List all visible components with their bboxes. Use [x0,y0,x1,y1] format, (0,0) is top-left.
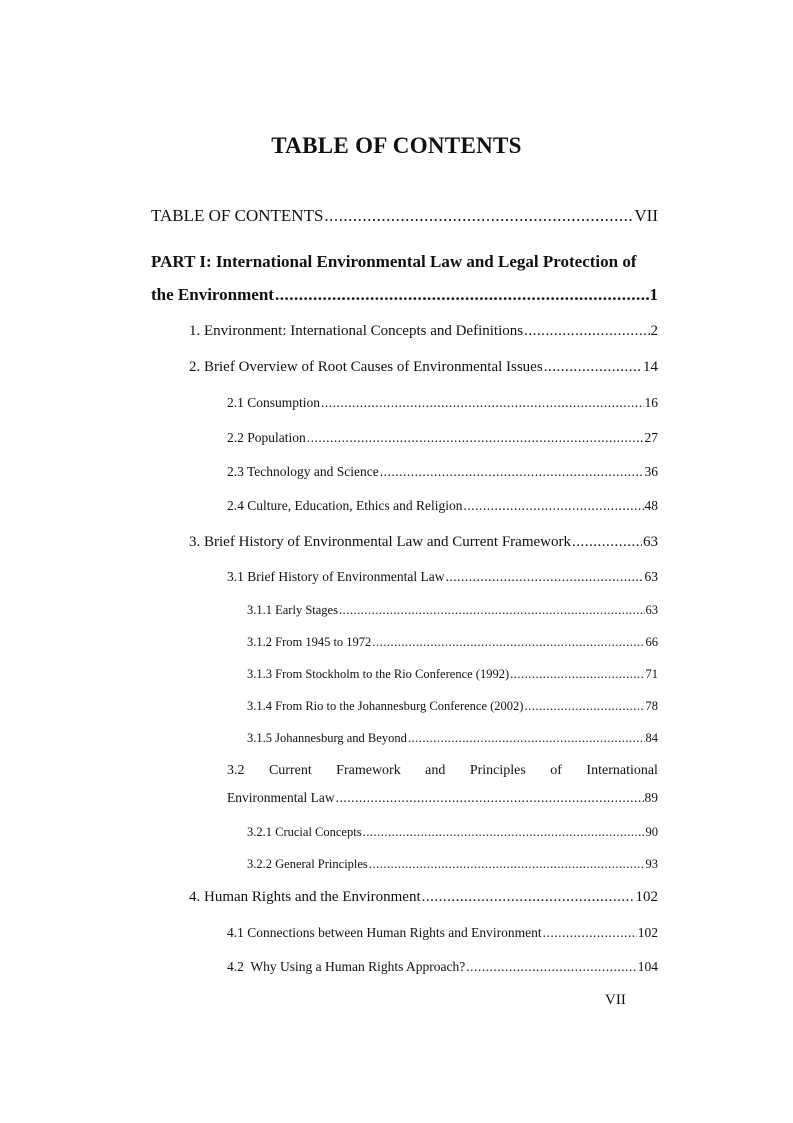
toc-page-number: 14 [643,359,658,375]
toc-entry-3-2[interactable] [227,790,658,806]
toc-entry-3-1-2[interactable] [247,635,658,650]
toc-page-number: 63 [644,569,658,584]
leader-dots [275,285,649,305]
toc-label: 3.2.2 General Principles [247,857,368,871]
toc-page-number: 89 [644,790,658,805]
toc-page-number: 36 [644,464,658,479]
leader-dots [510,667,644,682]
leader-dots [363,825,645,840]
toc-entry-3-1-3[interactable] [247,667,658,682]
toc-label: 3.1.1 Early Stages [247,603,338,617]
toc-entry-4[interactable] [189,889,658,906]
toc-entry-3-1[interactable] [227,569,658,585]
toc-label: 2.3 Technology and Science [227,464,379,479]
leader-dots [307,430,644,446]
toc-entry-3-1-4[interactable] [247,699,658,714]
toc-page-number: 90 [645,825,658,839]
toc-label: 3. Brief History of Environmental Law and Current Framework [189,534,571,550]
toc-word: of [550,763,562,778]
toc-entry-part1[interactable] [151,285,658,305]
toc-label: 4. Human Rights and the Environment [189,889,421,905]
toc-page-number: 27 [644,430,658,445]
toc-label: 4.1 Connections between Human Rights and Environment [227,925,542,940]
toc-page-number: 48 [644,498,658,513]
leader-dots [380,464,644,480]
toc-label: 4.2 Why Using a Human Rights Approach? [227,959,466,974]
toc-page-number: 16 [644,395,658,410]
toc-label: 3.1.4 From Rio to the Johannesburg Conference (2002) [247,699,524,713]
toc-label: TABLE OF CONTENTS [151,206,324,225]
toc-entry-table-of-contents[interactable] [151,206,658,226]
toc-entry-2-4[interactable] [227,498,658,514]
toc-entry-3-1-1[interactable] [247,603,658,618]
leader-dots [321,395,643,411]
toc-entry-2-2[interactable] [227,430,658,446]
toc-page-number: 63 [643,534,658,550]
toc-word: 3.2 [227,763,245,778]
toc-page-number: 102 [637,925,658,940]
leader-dots [572,534,642,551]
leader-dots [463,498,643,514]
toc-label: 3.2.1 Crucial Concepts [247,825,362,839]
leader-dots [544,359,642,376]
leader-dots [408,731,645,746]
toc-page-number: 63 [645,603,658,617]
toc-page-number: 104 [637,959,658,974]
leader-dots [369,857,645,872]
toc-label: 1. Environment: International Concepts and Definitions [189,323,524,339]
toc-entry-1[interactable] [189,323,658,340]
toc-label: Environmental Law [227,790,335,805]
toc-page-number: 66 [645,635,658,649]
leader-dots [543,925,637,941]
toc-entry-3-2-2[interactable] [247,857,658,872]
toc-page-number: 78 [645,699,658,713]
toc-page-number: 102 [635,889,658,905]
toc-part1-line1[interactable]: PART I: International Environmental Law and Legal Protection of [151,252,637,271]
leader-dots [524,699,644,714]
leader-dots [524,323,649,340]
toc-label: 2. Brief Overview of Root Causes of Environmental Issues [189,359,543,375]
leader-dots [372,635,644,650]
leader-dots [324,206,633,226]
toc-entry-3-2-1[interactable] [247,825,658,840]
toc-label: 3.1.2 From 1945 to 1972 [247,635,372,649]
toc-entry-2-3[interactable] [227,464,658,480]
leader-dots [466,959,637,975]
toc-label: 2.1 Consumption [227,395,321,410]
page-number-footer: VII [605,992,626,1008]
toc-entry-3[interactable] [189,534,658,551]
toc-page-number: 71 [645,667,658,681]
toc-word: and [425,763,446,778]
toc-page-number: 84 [645,731,658,745]
toc-entry-4-2[interactable] [227,959,658,975]
toc-page-number: 93 [645,857,658,871]
toc-entry-3-1-5[interactable] [247,731,658,746]
toc-entry-4-1[interactable] [227,925,658,941]
toc-entry-2-1[interactable] [227,395,658,411]
toc-page-number: 1 [649,285,658,304]
leader-dots [336,790,644,806]
toc-word: Current [268,763,312,778]
toc-label: 3.1 Brief History of Environmental Law [227,569,445,584]
toc-word: Framework [336,763,401,778]
leader-dots [339,603,645,618]
toc-3-2-line1[interactable] [227,763,658,779]
toc-label: 3.1.5 Johannesburg and Beyond [247,731,407,745]
toc-label: 2.2 Population [227,430,306,445]
toc-label: the Environment [151,285,274,304]
toc-word: Principles [469,763,526,778]
toc-label: 3.1.3 From Stockholm to the Rio Conference (1992) [247,667,510,681]
toc-page-number: VII [634,206,658,225]
toc-entry-2[interactable] [189,359,658,376]
leader-dots [422,889,635,906]
leader-dots [445,569,643,585]
toc-label: 2.4 Culture, Education, Ethics and Religion [227,498,463,513]
toc-word: International [586,763,658,778]
page-title: TABLE OF CONTENTS [271,133,522,158]
toc-page-number: 2 [650,323,658,339]
